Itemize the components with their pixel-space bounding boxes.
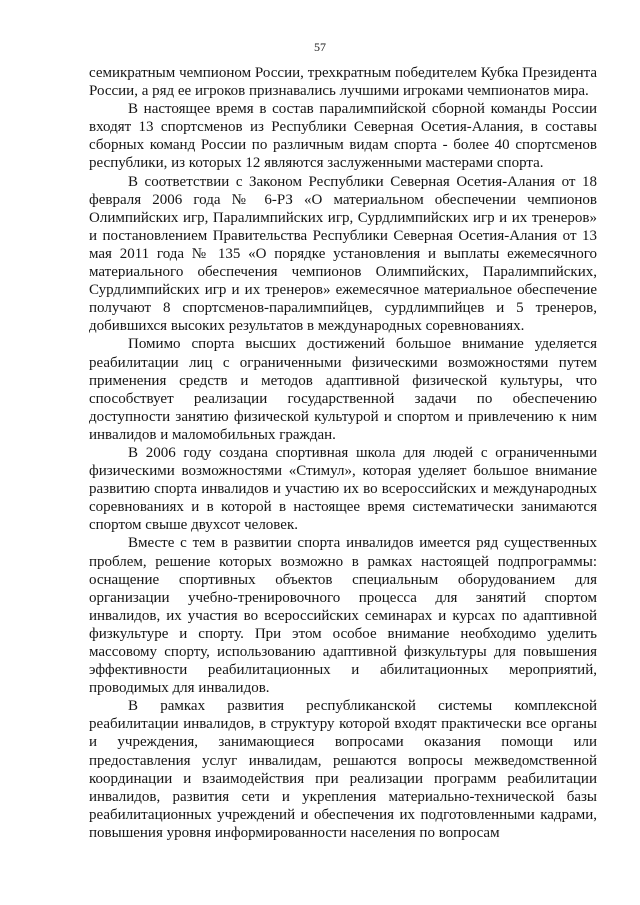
page-number: 57 xyxy=(314,40,326,54)
paragraph: В настоящее время в состав паралимпийской сборной команды России входят 13 спортсменов из Республики Северная Осетия-Алания, в составы сборных команд России по различным видам спорта - более 40 спортсменов республики, из которых 12 являются заслуженными мастерами спорта. xyxy=(89,101,597,172)
paragraph: Помимо спорта высших достижений большое внимание уделяется реабилитации лиц с ограниченными физическими возможностями путем применения средств и методов адаптивной физической культуры, что способствует реализации государственной задачи по обеспечению доступности занятию физической культурой и спортом и привлечению к ним инвалидов и маломобильных граждан. xyxy=(89,336,597,443)
body-text xyxy=(89,64,597,842)
paragraph: В рамках развития республиканской системы комплексной реабилитации инвалидов, в структуру которой входят практически все органы и учреждения, занимающиеся вопросами оказания помощи или предоставления услуг инвалидам, решаются вопросы межведомственной координации и взаимодействия при реализации программ реабилитации инвалидов, развития сети и укрепления материально-технической базы реабилитационных учреждений и обеспечения их подготовленными кадрами, повышения уровня информированности населения по вопросам xyxy=(89,698,597,841)
paragraph: В 2006 году создана спортивная школа для людей с ограниченными физическими возможностями «Стимул», которая уделяет большое внимание развитию спорта инвалидов и участию их во всероссийских и международных соревнованиях и в которой в настоящее время систематически занимаются спортом свыше двухсот человек. xyxy=(89,444,597,534)
paragraph: В соответствии с Законом Республики Северная Осетия-Алания от 18 февраля 2006 года № 6-РЗ «О материальном обеспечении чемпионов Олимпийских игр, Паралимпийских игр, Сурдлимпийских игр и их тренеров» и постановлением Правительства Республики Северная Осетия-Алания от 13 мая 2011 года № 135 «О порядке установления и выплаты ежемесячного материального обеспечения чемпионов Олимпийских, Паралимпийских, Сурдлимпийских игр и их тренеров» ежемесячное материальное обеспечение получают 8 спортсменов-паралимпийцев, сурдлимпийцев и 5 тренеров, добившихся высоких результатов в международных соревнованиях. xyxy=(89,173,597,335)
paragraph: Вместе с тем в развитии спорта инвалидов имеется ряд существенных проблем, решение которых возможно в рамках настоящей подпрограммы: оснащение спортивных объектов специальным оборудованием для организации учебно-тренировочного процесса для занятий спортом инвалидов, их участия во всероссийских семинарах и курсах по адаптивной физкультуре и спорту. При этом особое внимание необходимо уделить массовому спорту, использованию адаптивной физкультуры для повышения эффективности реабилитационных и абилитационных мероприятий, проводимых для инвалидов. xyxy=(89,535,597,697)
paragraph: семикратным чемпионом России, трехкратным победителем Кубка Президента России, а ряд ее игроков признавались лучшими игроками чемпионатов мира. xyxy=(89,65,597,100)
